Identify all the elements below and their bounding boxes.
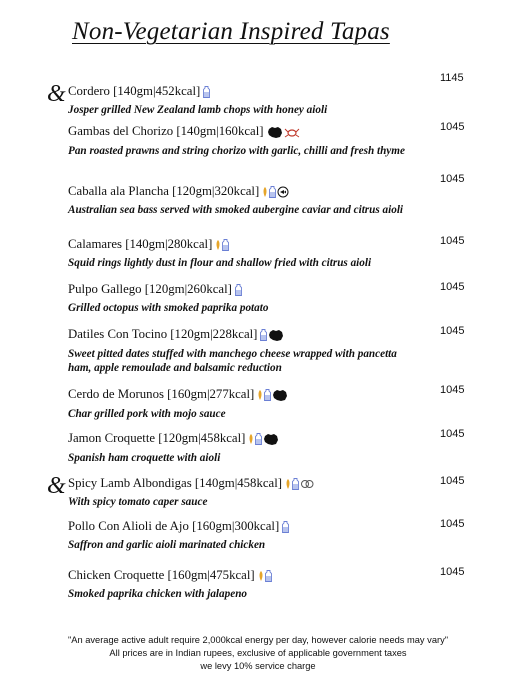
menu-item bbox=[68, 386, 418, 421]
item-name bbox=[68, 386, 418, 406]
item-description: Pan roasted prawns and string chorizo with garlic, chilli and fresh thyme bbox=[68, 144, 405, 157]
item-price: 1045 bbox=[440, 475, 465, 487]
pork-icon bbox=[267, 126, 283, 143]
item-name-text: Pollo Con Alioli de Ajo [160gm|300kcal] bbox=[68, 519, 280, 533]
item-price: 1045 bbox=[440, 281, 465, 293]
milk-icon bbox=[265, 570, 272, 586]
nut-icon bbox=[300, 478, 314, 494]
item-description: Grilled octopus with smoked paprika potato bbox=[68, 302, 269, 315]
pork-icon bbox=[272, 389, 288, 406]
item-price: 1045 bbox=[440, 518, 465, 530]
gluten-icon bbox=[248, 433, 254, 449]
menu-item bbox=[68, 326, 418, 375]
gluten-icon bbox=[285, 478, 291, 494]
item-name bbox=[68, 281, 418, 300]
item-name-text: Cordero [140gm|452kcal] bbox=[68, 84, 201, 98]
menu-item bbox=[68, 430, 418, 465]
milk-icon bbox=[203, 86, 210, 102]
item-name-text: Datiles Con Tocino [120gm|228kcal] bbox=[68, 327, 258, 341]
milk-icon bbox=[255, 433, 262, 449]
pork-icon bbox=[268, 329, 284, 346]
dietary-icons bbox=[215, 238, 230, 255]
chef-special-icon: & bbox=[47, 81, 66, 107]
item-description: Josper grilled New Zealand lamb chops with honey aioli bbox=[68, 104, 328, 117]
footer-service-note: we levy 10% service charge bbox=[200, 661, 316, 671]
item-name bbox=[68, 567, 418, 586]
item-name-text: Jamon Croquette [120gm|458kcal] bbox=[68, 431, 246, 445]
item-name bbox=[68, 475, 418, 494]
item-description: Sweet pitted dates stuffed with manchego cheese wrapped with pancetta ham, apple remoulade and balsamic reduction bbox=[68, 347, 397, 374]
dietary-icons bbox=[260, 328, 285, 346]
menu-item bbox=[68, 123, 418, 158]
dietary-icons bbox=[257, 388, 289, 406]
page-title: Non-Vegetarian Inspired Tapas bbox=[72, 18, 390, 45]
milk-icon bbox=[222, 239, 229, 255]
item-description: Saffron and garlic aioli marinated chicken bbox=[68, 539, 266, 552]
item-name bbox=[68, 123, 418, 143]
item-description: Char grilled pork with mojo sauce bbox=[68, 407, 226, 420]
crab-icon bbox=[284, 126, 300, 142]
item-price: 1045 bbox=[440, 173, 465, 185]
fish-icon bbox=[277, 186, 289, 202]
milk-icon bbox=[292, 478, 299, 494]
item-name bbox=[68, 430, 418, 450]
dietary-icons bbox=[282, 520, 290, 537]
item-name bbox=[68, 518, 418, 537]
milk-icon bbox=[260, 329, 267, 345]
dietary-icons bbox=[262, 185, 290, 202]
item-name bbox=[68, 236, 418, 255]
item-description: Smoked paprika chicken with jalapeno bbox=[68, 588, 248, 601]
item-price: 1045 bbox=[440, 566, 465, 578]
item-description: Spanish ham croquette with aioli bbox=[68, 451, 221, 464]
item-name-text: Cerdo de Morunos [160gm|277kcal] bbox=[68, 387, 255, 401]
item-description: Australian sea bass served with smoked aubergine caviar and citrus aioli bbox=[68, 204, 404, 217]
dietary-icons bbox=[203, 85, 211, 102]
milk-icon bbox=[282, 521, 289, 537]
footer-price-note: All prices are in Indian rupees, exclusive of applicable government taxes bbox=[109, 648, 407, 658]
item-name-text: Caballa ala Plancha [120gm|320kcal] bbox=[68, 184, 260, 198]
footer bbox=[0, 634, 516, 673]
gluten-icon bbox=[257, 389, 263, 405]
item-price: 1045 bbox=[440, 428, 465, 440]
item-name-text: Calamares [140gm|280kcal] bbox=[68, 237, 213, 251]
menu-item bbox=[68, 83, 418, 117]
footer-calorie-note: "An average active adult require 2,000kcal energy per day, however calorie needs may vary" bbox=[67, 635, 449, 645]
pork-icon bbox=[263, 433, 279, 450]
chef-special-icon: & bbox=[47, 473, 66, 499]
item-name-text: Spicy Lamb Albondigas [140gm|458kcal] bbox=[68, 476, 283, 490]
dietary-icons bbox=[235, 283, 243, 300]
item-price: 1045 bbox=[440, 325, 465, 337]
milk-icon bbox=[235, 284, 242, 300]
milk-icon bbox=[269, 186, 276, 202]
menu-item bbox=[68, 236, 418, 270]
dietary-icons bbox=[285, 477, 315, 494]
item-price: 1045 bbox=[440, 384, 465, 396]
gluten-icon bbox=[258, 570, 264, 586]
item-price: 1145 bbox=[440, 72, 464, 84]
dietary-icons bbox=[258, 569, 273, 586]
menu-item bbox=[68, 281, 418, 315]
dietary-icons bbox=[248, 432, 280, 450]
item-name-text: Chicken Croquette [160gm|475kcal] bbox=[68, 568, 255, 582]
milk-icon bbox=[264, 389, 271, 405]
item-name bbox=[68, 326, 418, 346]
item-description: Squid rings lightly dust in flour and shallow fried with citrus aioli bbox=[68, 257, 372, 270]
item-name-text: Gambas del Chorizo [140gm|160kcal] bbox=[68, 124, 264, 138]
menu-item bbox=[68, 567, 418, 601]
item-name bbox=[68, 183, 418, 202]
item-name-text: Pulpo Gallego [120gm|260kcal] bbox=[68, 282, 232, 296]
gluten-icon bbox=[262, 186, 268, 202]
menu-item bbox=[68, 475, 418, 509]
item-price: 1045 bbox=[440, 121, 465, 133]
item-price: 1045 bbox=[440, 235, 465, 247]
gluten-icon bbox=[215, 239, 221, 255]
dietary-icons bbox=[267, 125, 301, 143]
item-description: With spicy tomato caper sauce bbox=[68, 496, 208, 509]
menu-item bbox=[68, 518, 418, 552]
item-name bbox=[68, 83, 418, 102]
menu-item bbox=[68, 183, 418, 217]
